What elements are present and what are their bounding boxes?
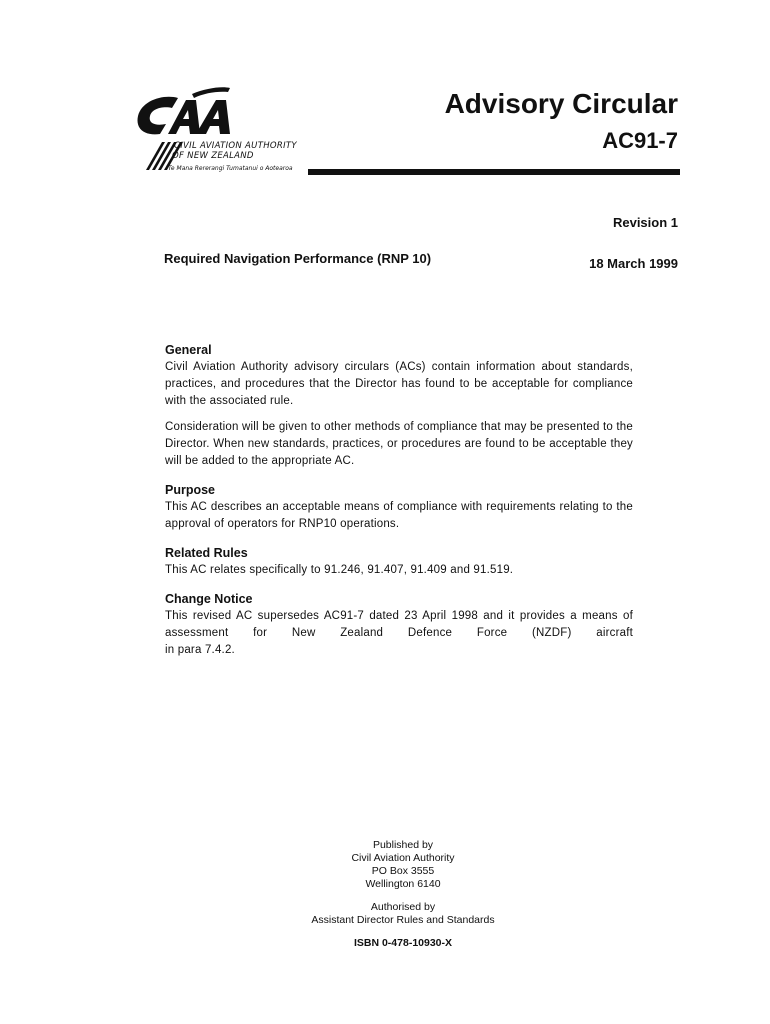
footer-org: Civil Aviation Authority (351, 852, 455, 864)
document-type: Advisory Circular (444, 88, 678, 119)
footer-authoriser: Assistant Director Rules and Standards (311, 914, 495, 926)
related-rules-paragraph: This AC relates specifically to 91.246, 91.407, 91.409 and 91.519. (165, 564, 514, 576)
section-heading-general: General (165, 343, 212, 357)
caa-logo-graphic (134, 86, 309, 176)
section-heading-related-rules: Related Rules (165, 546, 248, 560)
change-notice-paragraph-tail: in para 7.4.2. (165, 644, 235, 656)
document-body (165, 342, 633, 659)
logo-org-line2: OF NEW ZEALAND (172, 151, 254, 161)
footer-authorised-by: Authorised by (370, 901, 436, 913)
document-date: 18 March 1999 (589, 256, 678, 271)
section-heading-purpose: Purpose (165, 483, 216, 497)
footer-published-by: Published by (372, 839, 434, 851)
logo-org-line1: CIVIL AVIATION AUTHORITY (174, 141, 297, 151)
document-number: AC91-7 (602, 128, 678, 153)
footer-city: Wellington 6140 (365, 878, 441, 890)
section-heading-change-notice: Change Notice (165, 592, 253, 606)
general-paragraph-2: Consideration will be given to other methods of compliance that may be presented to the Director. When new standards, practices, or procedures are found to be acceptable they will be added to the appropriate AC. (165, 421, 633, 467)
isbn-number: ISBN 0-478-10930-X (353, 937, 453, 949)
revision-label: Revision 1 (612, 215, 678, 230)
change-notice-paragraph: This revised AC supersedes AC91-7 dated 23 April 1998 and it provides a means of assessment for New Zealand Defence Force (NZDF) aircraft (165, 610, 633, 639)
header-rule (308, 169, 680, 175)
purpose-paragraph: This AC describes an acceptable means of compliance with requirements relating to the approval of operators for RNP10 operations. (165, 501, 633, 530)
logo-maori-line: Te Mana Rererangi Tumatanui o Aotearoa (168, 165, 293, 172)
document-title: Required Navigation Performance (RNP 10) (164, 251, 432, 266)
footer-po-box: PO Box 3555 (371, 865, 435, 877)
publication-footer (250, 839, 556, 950)
general-paragraph-1: Civil Aviation Authority advisory circulars (ACs) contain information about standards, practices, and procedures that the Director has found to be acceptable for compliance with the associated rule. (165, 361, 633, 407)
caa-logo (134, 86, 309, 176)
